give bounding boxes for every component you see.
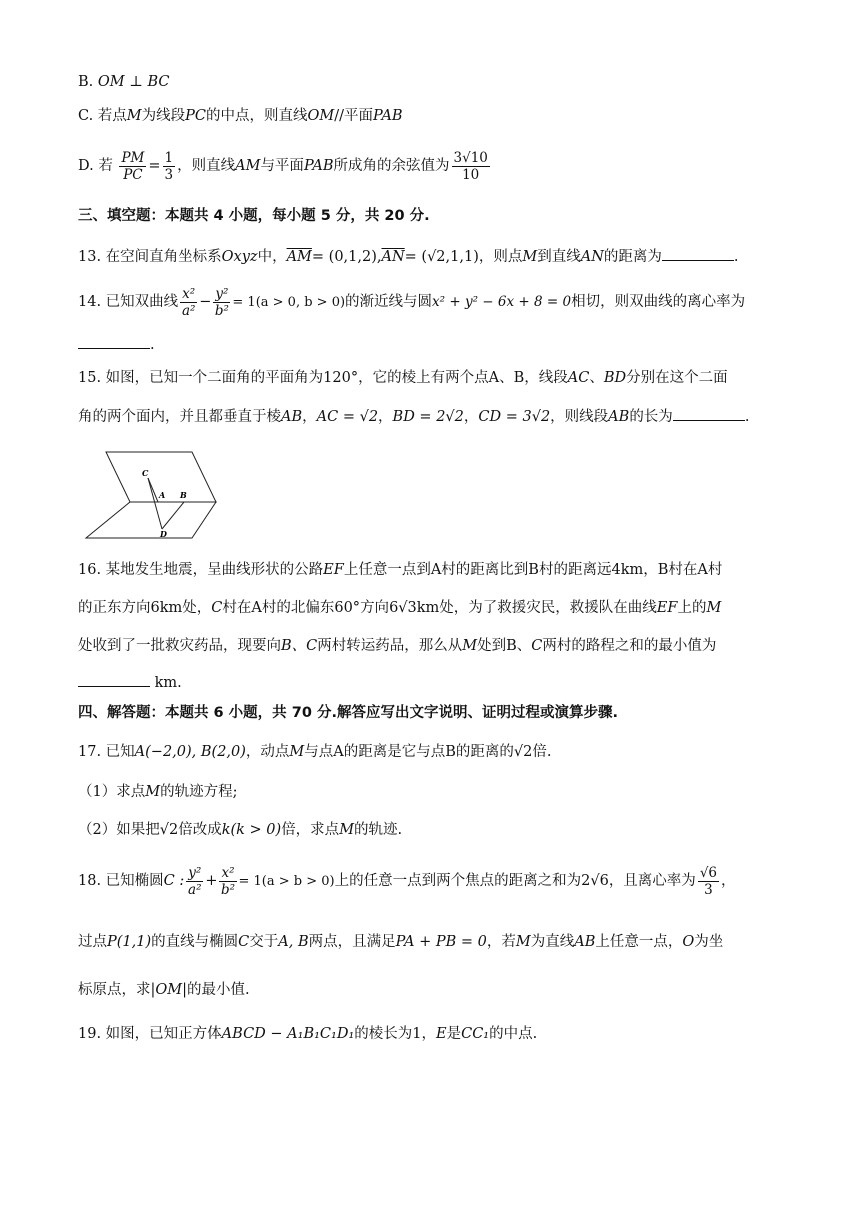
math: C : bbox=[163, 873, 185, 889]
math: √2 bbox=[159, 822, 179, 838]
text: ， bbox=[421, 1026, 436, 1042]
math: x² + y² − 6x + 8 = 0 bbox=[432, 294, 572, 310]
text: 处，为了救援灾民，救援队在曲线 bbox=[439, 600, 657, 616]
math: AB bbox=[608, 409, 630, 425]
math: C bbox=[531, 638, 543, 654]
segment-bd bbox=[162, 502, 184, 529]
math: 2√6 bbox=[581, 873, 609, 889]
math: OM bbox=[307, 108, 335, 124]
math: // bbox=[334, 108, 345, 124]
fraction bbox=[119, 150, 146, 183]
text: 平面 bbox=[344, 108, 374, 124]
text: ，若 bbox=[486, 934, 516, 950]
numerator: 1 bbox=[164, 149, 174, 166]
math: M bbox=[706, 600, 722, 616]
math: A, B bbox=[278, 934, 309, 950]
math: E bbox=[436, 1026, 447, 1042]
question-16-answer bbox=[78, 672, 182, 693]
lower-plane bbox=[86, 502, 216, 538]
math: B、C bbox=[281, 638, 318, 654]
math: 120° bbox=[323, 370, 359, 386]
unit: km bbox=[154, 675, 178, 691]
math: C bbox=[238, 934, 250, 950]
text: ，它的棱上有两个点A、B，线段 bbox=[358, 370, 568, 386]
question-number: 15. bbox=[78, 370, 102, 386]
numerator: y² bbox=[188, 864, 202, 881]
math: M bbox=[515, 934, 531, 950]
text: 倍. bbox=[532, 744, 552, 760]
question-15-line-2 bbox=[78, 406, 749, 427]
label-a: A bbox=[159, 490, 166, 500]
math: = 1(a > b > 0) bbox=[238, 874, 335, 889]
math: M bbox=[522, 249, 538, 265]
text: 上的 bbox=[677, 600, 707, 616]
text: （2）如果把 bbox=[78, 822, 160, 838]
text: 的最小值. bbox=[187, 982, 250, 998]
text: ， bbox=[302, 409, 317, 425]
question-16-line-1 bbox=[78, 560, 722, 580]
math: √2 bbox=[513, 744, 533, 760]
numerator: √6 bbox=[699, 864, 718, 881]
text: 与平面 bbox=[260, 158, 304, 174]
math: = 1(a > 0, b > 0) bbox=[232, 295, 346, 310]
math: A(−2,0), B(2,0) bbox=[134, 744, 246, 760]
math: + bbox=[205, 873, 218, 889]
text: . bbox=[744, 409, 750, 425]
text: 如图，已知正方体 bbox=[105, 1026, 222, 1042]
math: AN bbox=[580, 249, 604, 265]
question-18-line-2 bbox=[78, 932, 723, 952]
text: 处收到了一批救灾药品，现要向 bbox=[78, 638, 281, 654]
math: 6√3km bbox=[389, 600, 440, 616]
question-number: 16. bbox=[78, 562, 102, 578]
denominator: a² bbox=[188, 881, 202, 898]
option-b bbox=[78, 72, 169, 92]
text: 已知椭圆 bbox=[105, 873, 164, 889]
label-c: C bbox=[142, 468, 149, 478]
fraction bbox=[698, 865, 719, 898]
text: 过点 bbox=[78, 934, 107, 950]
question-number: 13. bbox=[78, 249, 102, 265]
numerator: x² bbox=[221, 864, 235, 881]
text: 为线段 bbox=[141, 108, 186, 124]
text: 两村转运药品，那么从 bbox=[317, 638, 463, 654]
question-15-line-1 bbox=[78, 368, 728, 388]
math: PC bbox=[185, 108, 207, 124]
math: AC = √2 bbox=[316, 409, 379, 425]
denominator: b² bbox=[220, 881, 236, 898]
denominator: b² bbox=[214, 302, 229, 319]
text: 处， bbox=[182, 600, 212, 616]
numerator: 3√10 bbox=[453, 149, 488, 166]
text: 两点，且满足 bbox=[308, 934, 396, 950]
fraction bbox=[213, 286, 230, 319]
text: 到直线 bbox=[537, 249, 581, 265]
math: 60° bbox=[334, 600, 361, 616]
denominator: 3 bbox=[704, 881, 713, 898]
text: 已知 bbox=[105, 744, 135, 760]
denominator: 3 bbox=[164, 166, 174, 183]
text: 上任意一点， bbox=[595, 934, 683, 950]
numerator: y² bbox=[215, 285, 229, 302]
text: 上任意一点到A村的距离比到B村的距离远 bbox=[343, 562, 612, 578]
math-expression: OM ⊥ BC bbox=[97, 74, 170, 90]
math: AB bbox=[281, 409, 303, 425]
text: 交于 bbox=[249, 934, 279, 950]
math: k(k > 0) bbox=[221, 822, 282, 838]
question-number: 14. bbox=[78, 294, 102, 310]
text: 为直线 bbox=[530, 934, 575, 950]
math: AC bbox=[567, 370, 590, 386]
question-17-part-2 bbox=[78, 820, 402, 840]
text: 若点 bbox=[97, 108, 127, 124]
text: ，B村在A村 bbox=[643, 562, 723, 578]
numerator: PM bbox=[121, 149, 145, 166]
denominator: 10 bbox=[462, 166, 480, 183]
answer-blank bbox=[78, 334, 150, 349]
math: C bbox=[211, 600, 223, 616]
math: − bbox=[199, 294, 212, 310]
math: M bbox=[145, 784, 161, 800]
label-b: B bbox=[180, 490, 187, 500]
question-16-line-2 bbox=[78, 598, 721, 618]
text: 所成角的余弦值为 bbox=[333, 158, 450, 174]
text: 的渐近线与圆 bbox=[345, 294, 433, 310]
fraction bbox=[452, 150, 490, 183]
numerator: x² bbox=[182, 285, 196, 302]
math: CD = 3√2 bbox=[478, 409, 551, 425]
math: PAB bbox=[373, 108, 403, 124]
text: 角的两个面内，并且都垂直于棱 bbox=[78, 409, 281, 425]
text: ，动点 bbox=[245, 744, 290, 760]
answer-blank bbox=[662, 246, 734, 261]
math: BD = 2√2 bbox=[392, 409, 464, 425]
text: （1）求点 bbox=[78, 784, 146, 800]
text: 两村的路程之和的最小值为 bbox=[542, 638, 717, 654]
text: ， bbox=[463, 409, 479, 425]
option-label: B. bbox=[78, 74, 94, 90]
text: ，则线段 bbox=[550, 409, 609, 425]
option-c bbox=[78, 106, 403, 126]
text: ，则点 bbox=[478, 249, 523, 265]
text: 中， bbox=[257, 249, 287, 265]
vector-equation: PA + PB = 0 bbox=[395, 934, 487, 950]
math: CC₁ bbox=[461, 1026, 490, 1042]
text: . bbox=[733, 249, 739, 265]
text: 的棱长为 bbox=[354, 1026, 413, 1042]
vector: $\overline{AN}$ bbox=[381, 249, 405, 265]
answer-blank bbox=[78, 672, 150, 687]
text: 在空间直角坐标系 bbox=[105, 249, 222, 265]
math: AM bbox=[235, 158, 261, 174]
text: 倍改成 bbox=[178, 822, 222, 838]
math: 6km bbox=[150, 600, 183, 616]
text: . bbox=[177, 675, 182, 691]
section-heading: 四、解答题：本题共 6 小题，共 70 分.解答应写出文字说明、证明过程或演算步骤. bbox=[78, 705, 618, 721]
math: = bbox=[148, 158, 161, 174]
text: 的距离为 bbox=[603, 249, 662, 265]
fraction bbox=[163, 150, 176, 183]
math: O bbox=[682, 934, 695, 950]
math: M bbox=[289, 744, 305, 760]
math: = (0,1,2), bbox=[311, 249, 382, 265]
option-label: D. bbox=[78, 158, 94, 174]
text: 的正东方向 bbox=[78, 600, 151, 616]
text: 与点A的距离是它与点B的距离的 bbox=[304, 744, 514, 760]
question-number: 18. bbox=[78, 873, 102, 889]
question-19 bbox=[78, 1024, 537, 1044]
text: 的轨迹方程; bbox=[160, 784, 238, 800]
text: 是 bbox=[446, 1026, 462, 1042]
dihedral-angle-figure bbox=[82, 450, 222, 540]
text: 处到B、 bbox=[477, 638, 532, 654]
answer-blank bbox=[673, 406, 745, 421]
segment-cd bbox=[148, 478, 162, 529]
question-18-line-3 bbox=[78, 980, 250, 1000]
math: |OM| bbox=[150, 982, 188, 998]
text: 倍，求点 bbox=[281, 822, 340, 838]
question-number: 17. bbox=[78, 744, 102, 760]
math: 1 bbox=[412, 1026, 422, 1042]
text: 分别在这个二面 bbox=[626, 370, 728, 386]
text: 上的任意一点到两个焦点的距离之和为 bbox=[334, 873, 582, 889]
math: P(1,1) bbox=[107, 934, 152, 950]
text: 的直线与椭圆 bbox=[151, 934, 239, 950]
text: 已知双曲线 bbox=[105, 294, 179, 310]
math: BD bbox=[603, 370, 627, 386]
text: 某地发生地震，呈曲线形状的公路 bbox=[105, 562, 324, 578]
label-d: D bbox=[160, 529, 167, 539]
text: . bbox=[150, 337, 155, 353]
fraction bbox=[219, 865, 236, 898]
text: 的中点，则直线 bbox=[206, 108, 308, 124]
denominator: a² bbox=[181, 302, 196, 319]
fraction bbox=[186, 865, 203, 898]
text: ， bbox=[721, 873, 736, 889]
math: PAB bbox=[303, 158, 334, 174]
math: EF bbox=[656, 600, 678, 616]
text: 如图，已知一个二面角的平面角为 bbox=[105, 370, 324, 386]
text: ， bbox=[378, 409, 393, 425]
text: ，且离心率为 bbox=[608, 873, 696, 889]
denominator: PC bbox=[123, 166, 143, 183]
question-16-line-3 bbox=[78, 636, 716, 656]
math: 4km bbox=[611, 562, 644, 578]
dihedral-diagram bbox=[82, 450, 222, 540]
text: 、 bbox=[589, 370, 604, 386]
vector: $\overline{AM}$ bbox=[286, 249, 312, 265]
math: M bbox=[462, 638, 478, 654]
section-heading: 三、填空题：本题共 4 小题，每小题 5 分，共 20 分. bbox=[78, 208, 430, 224]
text: 方向 bbox=[360, 600, 390, 616]
option-d bbox=[78, 148, 492, 184]
question-17 bbox=[78, 742, 552, 762]
text: 村在A村的北偏东 bbox=[222, 600, 335, 616]
fraction bbox=[180, 286, 197, 319]
math: M bbox=[126, 108, 142, 124]
option-label: C. bbox=[78, 108, 94, 124]
math: M bbox=[339, 822, 355, 838]
question-14 bbox=[78, 284, 745, 321]
text: ，则直线 bbox=[177, 158, 236, 174]
math: AB bbox=[574, 934, 596, 950]
text: 的中点. bbox=[489, 1026, 538, 1042]
text: 的长为 bbox=[629, 409, 673, 425]
text: 为坐 bbox=[694, 934, 724, 950]
text: 标原点，求 bbox=[78, 982, 151, 998]
question-17-part-1 bbox=[78, 782, 237, 802]
text: 若 bbox=[98, 158, 113, 174]
math: EF bbox=[323, 562, 344, 578]
question-number: 19. bbox=[78, 1026, 102, 1042]
math: Oxyz bbox=[221, 249, 258, 265]
text: 相切，则双曲线的离心率为 bbox=[571, 294, 746, 310]
question-13 bbox=[78, 246, 739, 267]
question-14-answer bbox=[78, 334, 155, 355]
math: = (√2,1,1) bbox=[404, 249, 479, 265]
math: ABCD − A₁B₁C₁D₁ bbox=[221, 1026, 355, 1042]
text: 的轨迹. bbox=[354, 822, 403, 838]
question-18-line-1 bbox=[78, 862, 736, 901]
